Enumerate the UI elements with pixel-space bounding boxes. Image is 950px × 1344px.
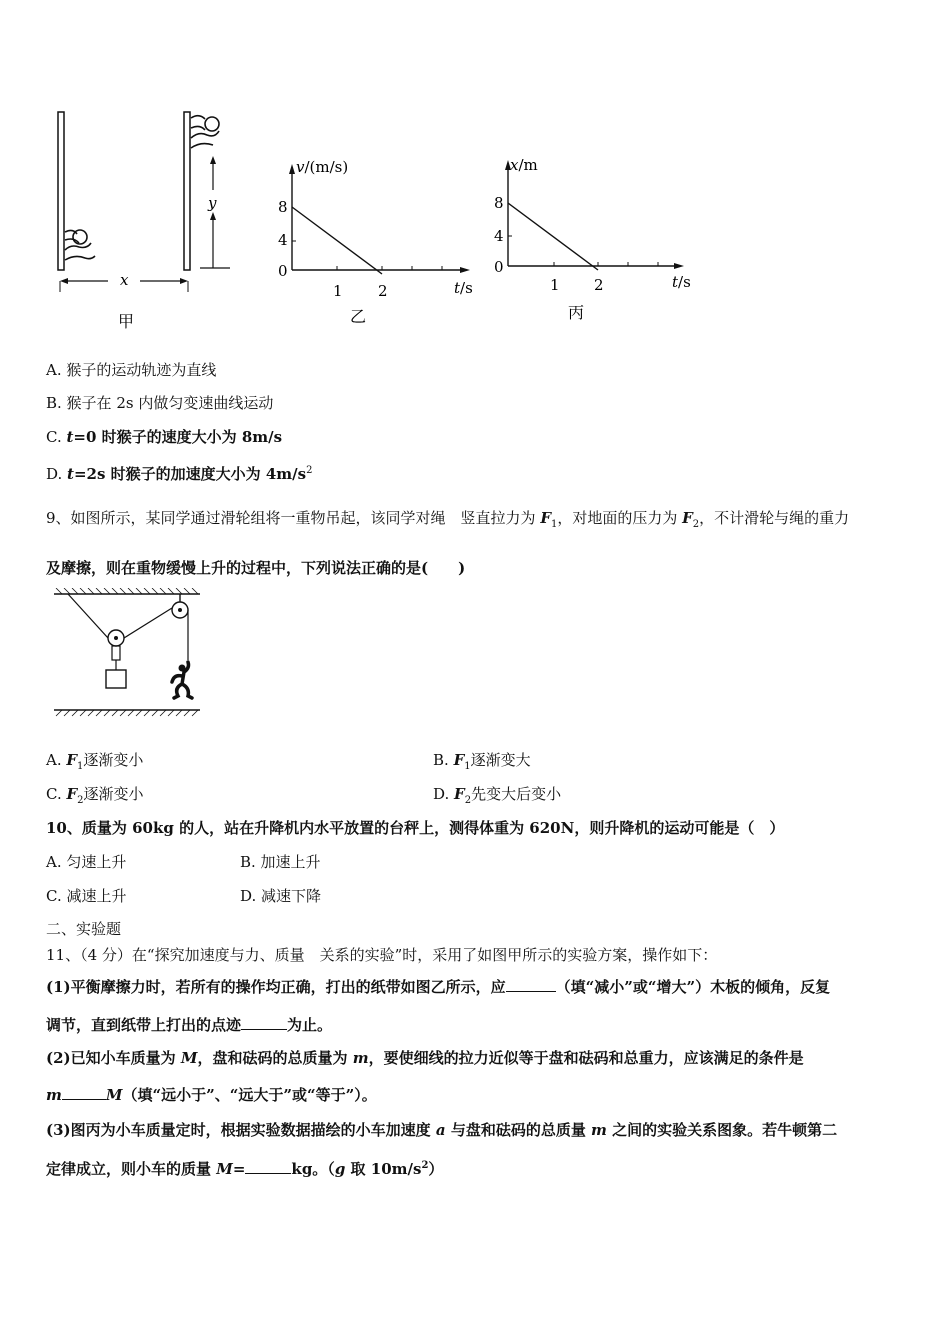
figure-yi-vt-graph — [270, 150, 480, 330]
tick-y-4: 4 — [494, 227, 504, 245]
q8-option-d: D. t=2s 时猴子的加速度大小为 $4m/s^2$ — [46, 465, 313, 483]
tick-y-0: 0 — [278, 262, 288, 280]
q11-part1-line1: (1)平衡摩擦力时，若所有的操作均正确，打出的纸带如图乙所示，应 （填“减小”或“增大”）木板的倾角，反复 — [46, 978, 831, 996]
answer-blank-1[interactable] — [506, 977, 556, 992]
q11-part2-line1: (2)已知小车质量为 M，盘和砝码的总质量为 m，要使细线的拉力近似等于盘和砝码和总重力，应该满足的条件是 — [46, 1049, 804, 1067]
tick-y-8: 8 — [278, 198, 288, 216]
q11-part1-line2: 调节，直到纸带上打出的点迹 为止。 — [46, 1016, 333, 1034]
q10-option-b: B. 加速上升 — [240, 853, 321, 871]
answer-blank-4[interactable] — [245, 1159, 291, 1174]
person-icon — [172, 662, 192, 698]
section-title: 二、实验题 — [46, 920, 122, 938]
ground-hatch — [56, 710, 198, 716]
pulley-figure — [50, 588, 210, 718]
answer-blank-2[interactable] — [241, 1015, 287, 1030]
ceiling-hatch — [56, 588, 198, 594]
q9-option-d: D. $F_2$先变大后变小 — [433, 785, 562, 806]
q8-option-a: A. 猴子的运动轨迹为直线 — [46, 361, 217, 379]
vt-line — [292, 207, 382, 274]
x-axis-label: t/s — [454, 279, 473, 297]
q11-part3-line1: (3)图丙为小车质量定时，根据实验数据描绘的小车加速度 a 与盘和砝码的总质量 m 之间的实验关系图象。若牛顿第二 — [46, 1121, 838, 1139]
figure-jia — [40, 100, 250, 340]
xt-line — [508, 203, 598, 270]
monkey-top-icon — [191, 116, 219, 148]
tick-x-2: 2 — [378, 282, 388, 300]
tick-x-1: 1 — [333, 282, 343, 300]
q9-option-b: B. $F_1$逐渐变大 — [433, 751, 531, 772]
figure-yi-caption: 乙 — [350, 307, 367, 326]
q9-option-c: C. $F_2$逐渐变小 — [46, 785, 144, 806]
answer-blank-3[interactable] — [62, 1085, 106, 1100]
weight-block — [106, 670, 126, 688]
q11-stem: 11、（4 分）在“探究加速度与力、质量 关系的实验”时，采用了如图甲所示的实验方案，操作如下： — [46, 946, 718, 964]
y-label: y — [208, 194, 217, 212]
left-pole — [58, 112, 64, 270]
tick-x-2: 2 — [594, 276, 604, 294]
q11-part3-line2: 定律成立，则小车的质量 M= kg。（g 取 $10m/s^2$） — [46, 1160, 444, 1178]
q9-stem-line1: 9、如图所示，某同学通过滑轮组将一重物吊起，该同学对绳 竖直拉力为 $F_1$，对地面的压力为 $F_2$，不计滑轮与绳的重力 — [46, 509, 850, 530]
y-axis-label: x/m — [510, 156, 538, 174]
figure-bing-caption: 丙 — [568, 303, 585, 322]
q8-option-c: C. t=0 时猴子的速度大小为 8m/s — [46, 428, 283, 446]
q11-part2-line2: m M（填“远小于”、“远大于”或“等于”）。 — [46, 1086, 377, 1104]
tick-y-8: 8 — [494, 194, 504, 212]
figure-bing-xt-graph — [488, 148, 708, 328]
x-label: x — [120, 271, 129, 289]
right-pole — [184, 112, 190, 270]
figure-jia-caption: 甲 — [118, 312, 135, 331]
q9-stem-line2: 及摩擦，则在重物缓慢上升的过程中，下列说法正确的是( ) — [46, 559, 466, 577]
q10-option-c: C. 减速上升 — [46, 887, 127, 905]
monkey-bottom-icon — [65, 230, 95, 260]
q8-option-b: B. 猴子在 2s 内做匀变速曲线运动 — [46, 394, 274, 412]
q10-option-d: D. 减速下降 — [240, 887, 322, 905]
x-axis-label: t/s — [672, 273, 691, 291]
q10-stem: 10、质量为 60kg 的人，站在升降机内水平放置的台秤上，测得体重为 620N，则升降机的运动可能是（ ） — [46, 819, 785, 837]
q9-option-a: A. $F_1$逐渐变小 — [46, 751, 144, 772]
y-axis-label: v/(m/s) — [296, 158, 349, 176]
tick-x-1: 1 — [550, 276, 560, 294]
q10-option-a: A. 匀速上升 — [46, 853, 127, 871]
tick-y-0: 0 — [494, 258, 504, 276]
tick-y-4: 4 — [278, 231, 288, 249]
